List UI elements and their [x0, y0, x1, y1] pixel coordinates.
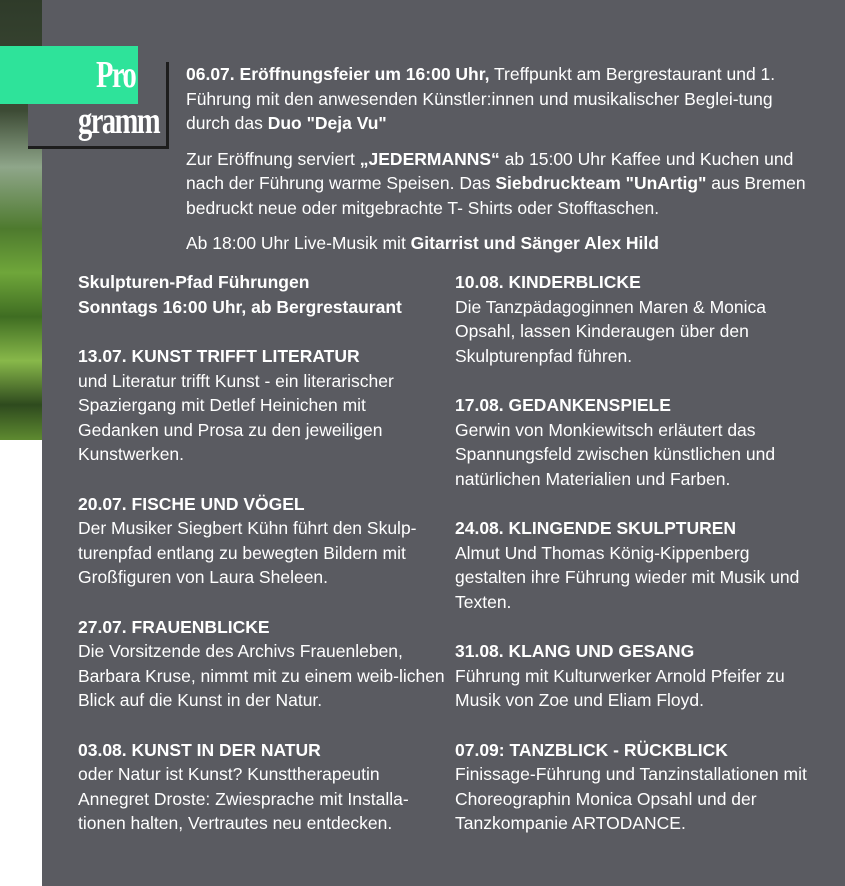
tours-heading-line2: Sonntags 16:00 Uhr, ab Bergrestaurant [78, 296, 402, 317]
event-title: 13.07. KUNST TRIFFT LITERATUR [78, 346, 360, 366]
event-description: Der Musiker Siegbert Kühn führt den Skulp-turenpfad entlang zu bewegten Bildern mit Großfiguren von Laura Sheleen. [78, 518, 417, 587]
opening-title: Eröffnungsfeier um 16:00 Uhr, [239, 64, 490, 84]
event-item [78, 492, 448, 590]
event-description: Führung mit Kulturwerker Arnold Pfeifer zu Musik von Zoe und Eliam Floyd. [455, 665, 785, 710]
opening-duo: Duo "Deja Vu" [267, 113, 387, 133]
event-item [455, 393, 825, 491]
event-title: 31.08. KLANG UND GESANG [455, 641, 695, 661]
right-column [455, 270, 825, 861]
event-description: Gerwin von Monkiewitsch erläutert das Spannungsfeld zwischen künstlichen und natürlichen Materialien und Farben. [455, 419, 776, 489]
left-column [78, 270, 448, 861]
badge-title-line1: Pro [96, 54, 136, 96]
event-title: 03.08. KUNST IN DER NATUR [78, 739, 321, 760]
event-description: Almut Und Thomas König-Kippenberg gestalten ihre Führung wieder mit Musik und Texten. [455, 542, 800, 612]
event-item [78, 738, 448, 836]
event-title: 24.08. KLINGENDE SKULPTUREN [455, 518, 737, 538]
opening-text: Treffpunkt am Bergrestaurant und 1. Führung mit den anwesenden Künstler:innen und musikalischer Beglei-tung durch das [186, 64, 776, 133]
event-item [455, 639, 825, 713]
event-item [78, 615, 448, 713]
catering-text3: aus Bremen bedruckt neue oder mitgebrachte T- Shirts oder Stofftaschen. [186, 173, 806, 218]
opening-intro [186, 62, 816, 267]
white-margin [0, 440, 42, 886]
tours-heading-line1: Skulpturen-Pfad Führungen [78, 272, 310, 292]
intro-paragraph-catering [186, 147, 816, 221]
event-item [455, 738, 825, 836]
intro-paragraph-opening [186, 62, 816, 136]
catering-jedermann: „JEDERMANNS“ [359, 148, 500, 169]
event-description: oder Natur ist Kunst? Kunsttherapeutin Annegret Droste: Zwiesprache mit Installa-tionen halten, Vertrautes neu entdecken. [78, 764, 409, 833]
tours-heading [78, 270, 448, 319]
catering-text1: Zur Eröffnung serviert [186, 148, 360, 169]
intro-paragraph-music [186, 231, 816, 256]
event-title: 10.08. KINDERBLICKE [455, 272, 641, 292]
event-title: 07.09: TANZBLICK - RÜCKBLICK [455, 739, 728, 760]
catering-siebdruck: Siebdruckteam "UnArtig" [495, 173, 707, 193]
catering-text2: ab 15:00 Uhr Kaffee und Kuchen und nach der Führung warme Speisen. Das [186, 148, 794, 193]
event-title: 20.07. FISCHE UND VÖGEL [78, 493, 305, 514]
event-title: 27.07. FRAUENBLICKE [78, 616, 270, 637]
badge-title-line2: gramm [78, 100, 160, 142]
event-description: Die Vorsitzende des Archivs Frauenleben, Barbara Kruse, nimmt mit zu einem weib-lichen Blick auf die Kunst in der Natur. [78, 641, 445, 710]
opening-date: 06.07. [186, 64, 235, 84]
event-item [455, 270, 825, 368]
event-description: Finissage-Führung und Tanzinstallationen mit Choreographin Monica Opsahl und der Tanzkompanie ARTODANCE. [455, 764, 807, 833]
music-artist: Gitarrist und Sänger Alex Hild [410, 233, 659, 253]
event-item [455, 516, 825, 614]
event-title: 17.08. GEDANKENSPIELE [455, 395, 671, 415]
event-description: Die Tanzpädagoginnen Maren & Monica Opsahl, lassen Kinderaugen über den Skulpturenpfad führen. [455, 296, 766, 366]
event-item [78, 344, 448, 467]
event-description: und Literatur trifft Kunst - ein literarischer Spaziergang mit Detlef Heinichen mit Gedanken und Prosa zu den jeweiligen Kunstwerken. [78, 370, 394, 464]
music-text: Ab 18:00 Uhr Live-Musik mit [186, 233, 411, 253]
